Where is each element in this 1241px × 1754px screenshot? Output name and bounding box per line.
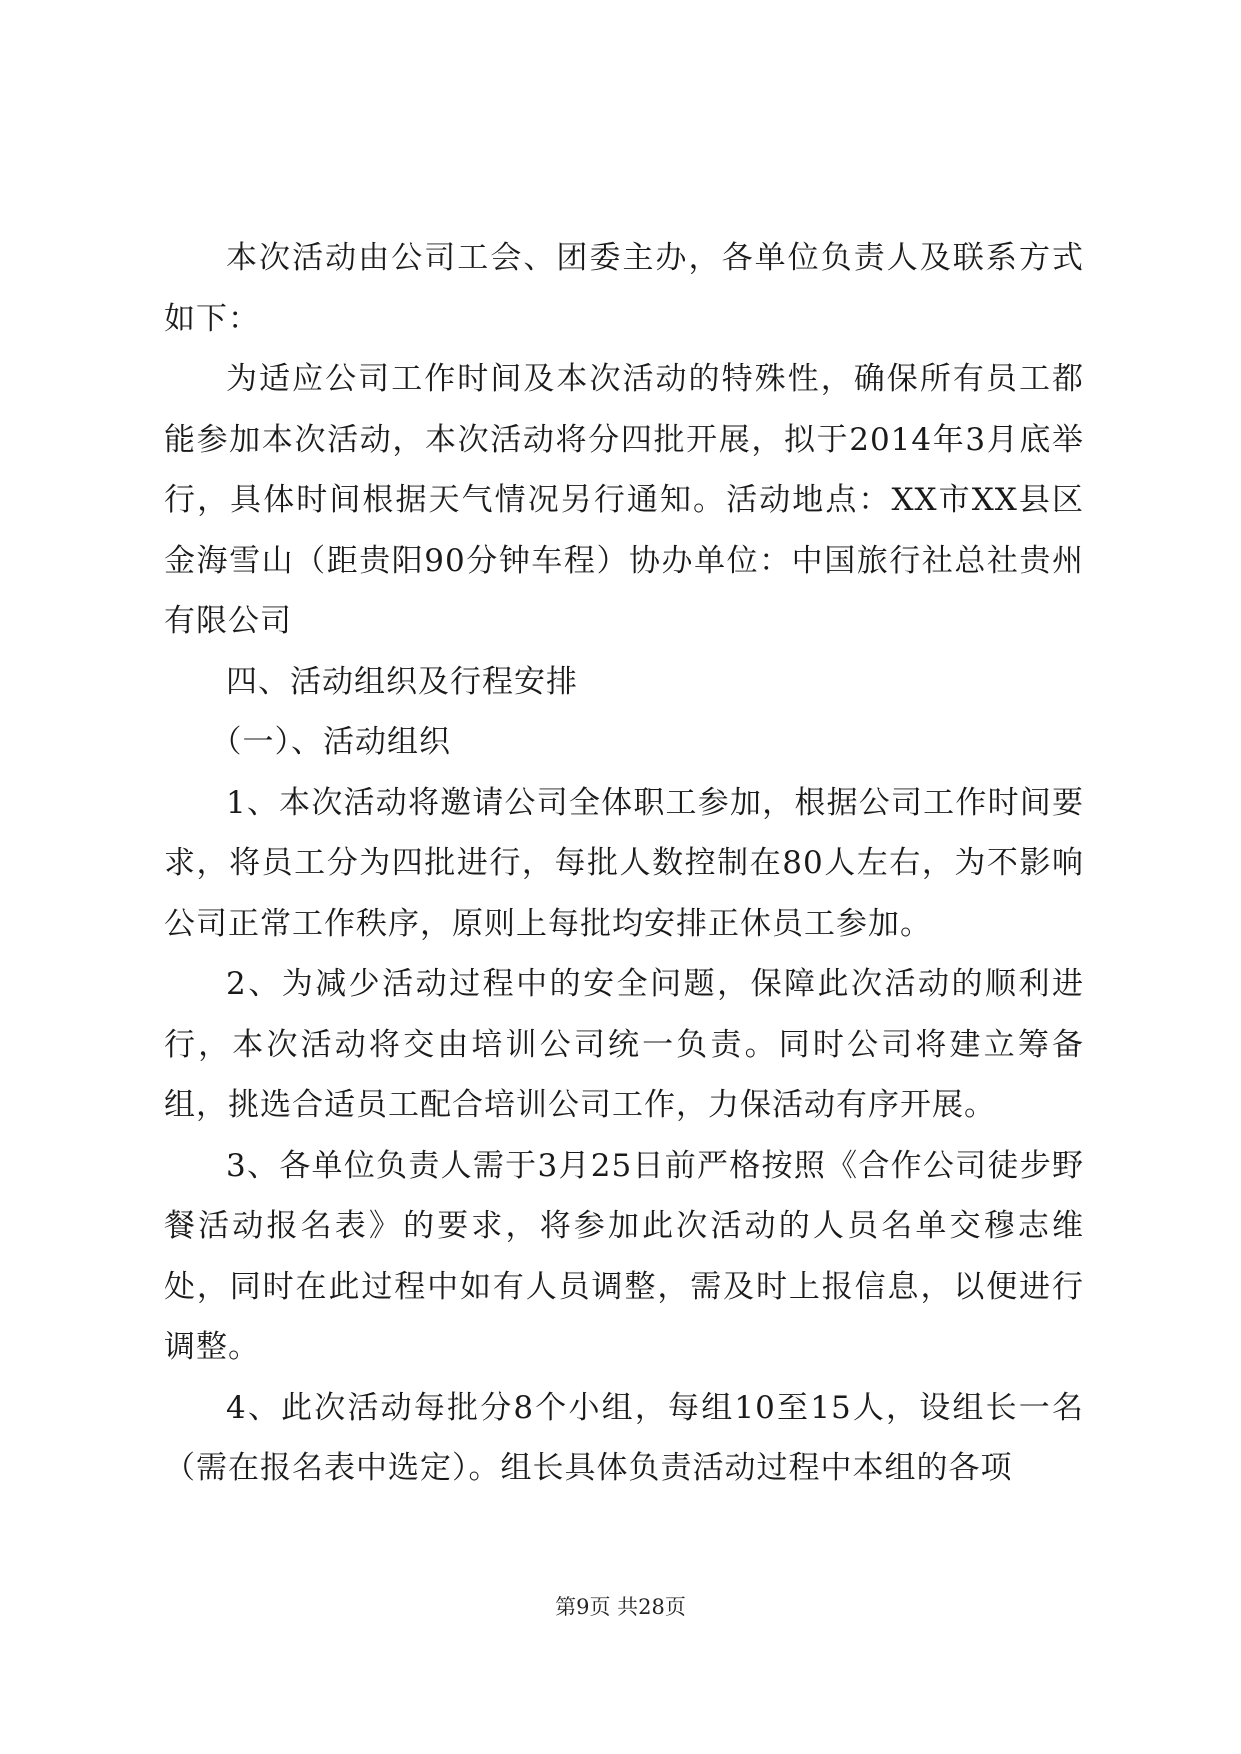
- page-number-footer: 第9页 共28页: [555, 1595, 686, 1619]
- paragraph-organizers: 本次活动由公司工会、团委主办，各单位负责人及联系方式如下：: [164, 240, 1084, 337]
- paragraph-item-1: 1、本次活动将邀请公司全体职工参加，根据公司工作时间要求，将员工分为四批进行，每批人数控制在80人左右，为不影响公司正常工作秩序，原则上每批均安排正休员工参加。: [164, 784, 1084, 942]
- paragraph-item-4: 4、此次活动每批分8个小组，每组10至15人，设组长一名（需在报名表中选定）。组长具体负责活动过程中本组的各项: [164, 1389, 1084, 1486]
- paragraph-schedule-location: 为适应公司工作时间及本次活动的特殊性，确保所有员工都能参加本次活动，本次活动将分四批开展，拟于2014年3月底举行，具体时间根据天气情况另行通知。活动地点：XX市XX县区金海雪山（距贵阳90分钟车程）协办单位：中国旅行社总社贵州有限公司: [164, 361, 1084, 639]
- paragraph-item-2: 2、为减少活动过程中的安全问题，保障此次活动的顺利进行，本次活动将交由培训公司统一负责。同时公司将建立筹备组，挑选合适员工配合培训公司工作，力保活动有序开展。: [164, 966, 1084, 1123]
- document-body: [164, 228, 1084, 1499]
- subsection-heading: （一）、活动组织: [210, 724, 451, 760]
- paragraph-item-3: 3、各单位负责人需于3月25日前严格按照《合作公司徒步野餐活动报名表》的要求，将参加此次活动的人员名单交穆志维处，同时在此过程中如有人员调整，需及时上报信息，以便进行调整。: [164, 1147, 1084, 1365]
- section-heading: 四、活动组织及行程安排: [226, 663, 578, 700]
